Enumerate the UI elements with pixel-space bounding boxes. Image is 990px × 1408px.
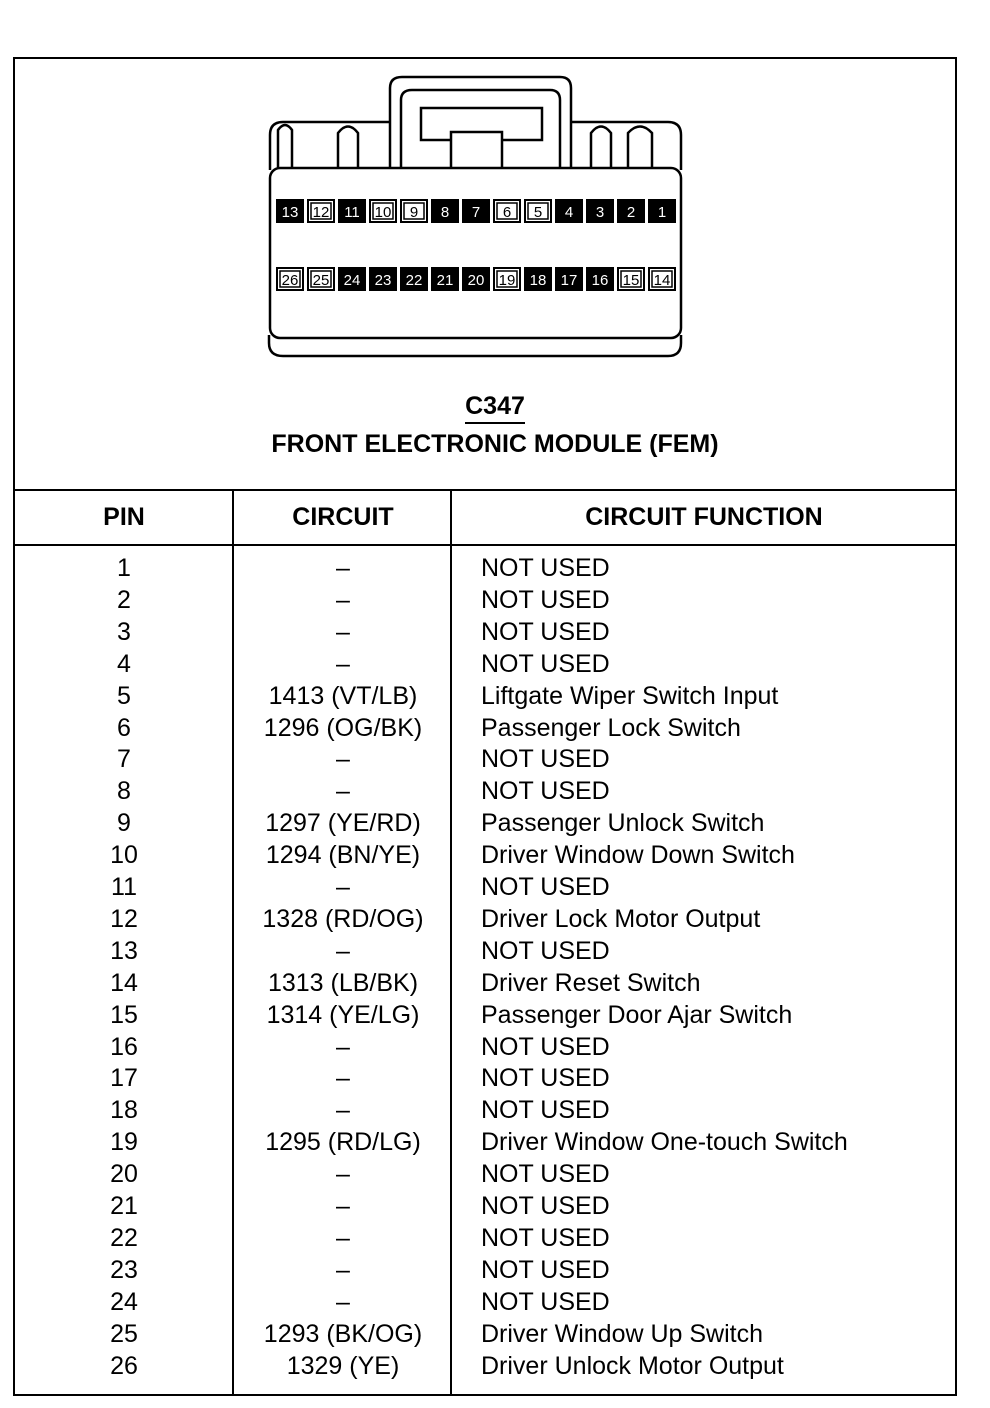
svg-text:5: 5 [533, 204, 543, 221]
pin-cell: 26 [110, 1351, 138, 1380]
pin-12 [308, 200, 334, 222]
pin-15 [618, 268, 644, 290]
function-cell: Driver Reset Switch [481, 968, 701, 997]
svg-text:1: 1 [657, 204, 667, 221]
pin-21 [432, 268, 458, 290]
svg-text:2: 2 [626, 204, 636, 221]
pin-9 [401, 200, 427, 222]
svg-text:3: 3 [595, 204, 605, 221]
function-cell: NOT USED [481, 649, 610, 678]
table-row [0, 1160, 990, 1192]
pin-13 [277, 200, 303, 222]
circuit-cell: 1296 (OG/BK) [263, 713, 423, 742]
table-row [0, 745, 990, 777]
circuit-cell: – [336, 1255, 350, 1284]
function-cell: NOT USED [481, 1255, 610, 1284]
pin-16 [587, 268, 613, 290]
svg-text:21: 21 [436, 272, 454, 289]
pin-14 [649, 268, 675, 290]
table-row [0, 905, 990, 937]
function-cell: NOT USED [481, 554, 610, 582]
circuit-cell: – [336, 873, 350, 901]
header-circuit: CIRCUIT [292, 503, 394, 531]
table-row [0, 1256, 990, 1288]
table-row [0, 777, 990, 809]
function-cell: NOT USED [481, 1192, 610, 1220]
function-cell: Driver Window One-touch Switch [481, 1128, 848, 1157]
pin-cell: 18 [110, 1096, 138, 1125]
pin-cell: 16 [110, 1032, 138, 1061]
table-row [0, 586, 990, 618]
pin-cell: 12 [110, 904, 138, 933]
circuit-cell: 1294 (BN/YE) [265, 841, 421, 870]
pin-cell: 15 [110, 1000, 138, 1029]
function-cell: NOT USED [481, 1032, 610, 1061]
pin-cell: 4 [117, 649, 131, 678]
circuit-cell: 1413 (VT/LB) [268, 681, 418, 710]
table-row [0, 682, 990, 714]
function-cell: Passenger Lock Switch [481, 713, 741, 742]
svg-text:13: 13 [281, 204, 299, 221]
function-cell: NOT USED [481, 745, 610, 774]
svg-text:18: 18 [529, 272, 547, 289]
svg-text:12: 12 [312, 204, 330, 221]
pin-cell: 8 [117, 777, 131, 806]
circuit-cell: – [336, 745, 350, 774]
pin-8 [432, 200, 458, 222]
table-row [0, 873, 990, 905]
table-row [0, 1224, 990, 1256]
circuit-cell: – [336, 554, 350, 582]
header-divider [13, 544, 955, 546]
table-row [0, 1001, 990, 1033]
pin-cell: 13 [110, 936, 138, 965]
pin-cell: 22 [110, 1223, 138, 1252]
circuit-cell: 1295 (RD/LG) [265, 1128, 421, 1157]
function-cell: NOT USED [481, 1287, 610, 1316]
pin-17 [556, 268, 582, 290]
svg-text:6: 6 [502, 204, 512, 221]
function-cell: Driver Window Down Switch [481, 841, 795, 870]
svg-text:20: 20 [467, 272, 485, 289]
pin-4 [556, 200, 582, 222]
function-cell: NOT USED [481, 1223, 610, 1252]
divider [13, 489, 955, 491]
circuit-cell: 1314 (YE/LG) [266, 1000, 420, 1029]
circuit-cell: – [336, 936, 350, 965]
svg-text:16: 16 [591, 272, 609, 289]
svg-text:19: 19 [498, 272, 516, 289]
pin-6 [494, 200, 520, 222]
table-row [0, 1192, 990, 1224]
circuit-cell: – [336, 1223, 350, 1252]
table-row [0, 1320, 990, 1352]
circuit-cell: – [336, 1192, 350, 1220]
function-cell: Driver Lock Motor Output [481, 904, 761, 933]
circuit-cell: – [336, 1287, 350, 1316]
table-row [0, 1288, 990, 1320]
pin-cell: 3 [117, 617, 131, 646]
svg-text:23: 23 [374, 272, 392, 289]
pin-19 [494, 268, 520, 290]
circuit-cell: – [336, 1160, 350, 1189]
svg-text:4: 4 [564, 204, 574, 221]
function-cell: NOT USED [481, 873, 610, 901]
svg-text:25: 25 [312, 272, 330, 289]
connector-face-diagram [0, 0, 990, 380]
function-cell: Driver Unlock Motor Output [481, 1351, 784, 1380]
table-row [0, 650, 990, 682]
pin-24 [339, 268, 365, 290]
svg-text:10: 10 [374, 204, 392, 221]
svg-text:8: 8 [440, 204, 450, 221]
pin-11 [339, 200, 365, 222]
table-row [0, 1352, 990, 1384]
svg-text:9: 9 [409, 204, 419, 221]
function-cell: NOT USED [481, 1096, 610, 1125]
pin-26 [277, 268, 303, 290]
svg-text:26: 26 [281, 272, 299, 289]
connector-id: C347 [0, 392, 990, 421]
circuit-cell: – [336, 1064, 350, 1093]
pin-cell: 2 [117, 585, 131, 614]
circuit-cell: – [336, 649, 350, 678]
function-cell: Passenger Unlock Switch [481, 809, 765, 838]
circuit-cell: – [336, 1032, 350, 1061]
table-row [0, 937, 990, 969]
pin-7 [463, 200, 489, 222]
pin-cell: 19 [110, 1128, 138, 1157]
pin-3 [587, 200, 613, 222]
table-row [0, 1033, 990, 1065]
pin-5 [525, 200, 551, 222]
pin-cell: 6 [117, 713, 131, 742]
pin-cell: 10 [110, 841, 138, 870]
pin-cell: 21 [110, 1192, 138, 1220]
circuit-cell: 1313 (LB/BK) [267, 968, 419, 997]
table-row [0, 841, 990, 873]
function-cell: NOT USED [481, 585, 610, 614]
table-row [0, 809, 990, 841]
svg-text:14: 14 [653, 272, 671, 289]
function-cell: NOT USED [481, 617, 610, 646]
pin-cell: 1 [117, 554, 131, 582]
header-circuit-function: CIRCUIT FUNCTION [585, 503, 823, 531]
connector-name: FRONT ELECTRONIC MODULE (FEM) [271, 430, 719, 458]
circuit-cell: – [336, 617, 350, 646]
pin-cell: 5 [117, 681, 131, 710]
pin-cell: 14 [110, 968, 138, 997]
svg-text:24: 24 [343, 272, 361, 289]
function-cell: NOT USED [481, 1064, 610, 1093]
pin-cell: 11 [111, 873, 137, 901]
table-row [0, 554, 990, 586]
circuit-cell: – [336, 1096, 350, 1125]
svg-text:7: 7 [471, 204, 481, 221]
svg-text:17: 17 [560, 272, 578, 289]
pin-25 [308, 268, 334, 290]
pin-cell: 7 [117, 745, 131, 774]
pin-cell: 20 [110, 1160, 138, 1189]
pin-2 [618, 200, 644, 222]
svg-text:15: 15 [622, 272, 640, 289]
pin-20 [463, 268, 489, 290]
pin-cell: 24 [110, 1287, 138, 1316]
table-row [0, 618, 990, 650]
function-cell: Driver Window Up Switch [481, 1319, 764, 1348]
function-cell: NOT USED [481, 777, 610, 806]
table-row [0, 714, 990, 746]
pin-cell: 17 [110, 1064, 138, 1093]
pin-cell: 25 [110, 1319, 138, 1348]
circuit-cell: 1293 (BK/OG) [263, 1319, 423, 1348]
circuit-cell: – [336, 777, 350, 806]
circuit-cell: 1329 (YE) [286, 1351, 400, 1380]
table-row [0, 969, 990, 1001]
pin-cell: 23 [110, 1255, 138, 1284]
circuit-cell: 1328 (RD/OG) [262, 904, 424, 933]
table-row [0, 1128, 990, 1160]
pin-22 [401, 268, 427, 290]
pin-23 [370, 268, 396, 290]
table-row [0, 1096, 990, 1128]
function-cell: Liftgate Wiper Switch Input [481, 681, 779, 710]
function-cell: NOT USED [481, 1160, 610, 1189]
function-cell: Passenger Door Ajar Switch [481, 1000, 793, 1029]
table-row [0, 1064, 990, 1096]
svg-text:11: 11 [344, 204, 360, 221]
function-cell: NOT USED [481, 936, 610, 965]
svg-text:22: 22 [405, 272, 423, 289]
pin-18 [525, 268, 551, 290]
circuit-cell: – [336, 585, 350, 614]
header-pin: PIN [103, 503, 145, 531]
pin-cell: 9 [117, 809, 131, 838]
pin-1 [649, 200, 675, 222]
pin-10 [370, 200, 396, 222]
circuit-cell: 1297 (YE/RD) [265, 809, 421, 838]
